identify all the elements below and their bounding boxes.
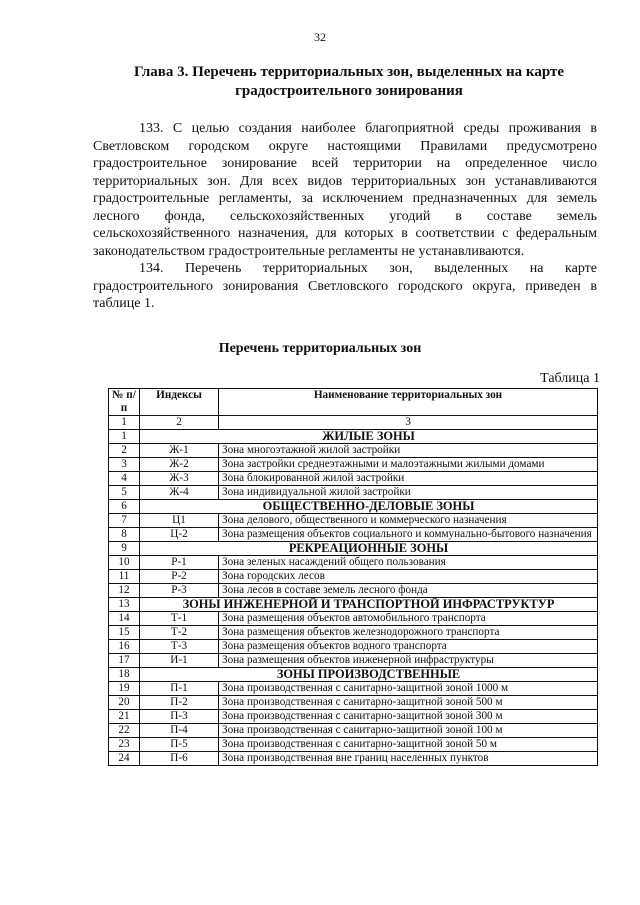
row-number: 6 (109, 500, 140, 514)
zone-name: Зона размещения объектов водного транспорта (219, 640, 598, 654)
table-row (109, 626, 598, 640)
row-number: 24 (109, 752, 140, 766)
section-title: ОБЩЕСТВЕННО-ДЕЛОВЫЕ ЗОНЫ (140, 500, 598, 514)
table-row (109, 458, 598, 472)
column-number-row (109, 416, 598, 430)
zone-index: Р-2 (140, 570, 219, 584)
row-number: 17 (109, 654, 140, 668)
zone-name: Зона производственная с санитарно-защитной зоной 300 м (219, 710, 598, 724)
table-row (109, 514, 598, 528)
table-row (109, 654, 598, 668)
chapter-title: Глава 3. Перечень территориальных зон, выделенных на карте градостроительного зонирования (133, 64, 565, 99)
row-number: 3 (109, 458, 140, 472)
row-number: 13 (109, 598, 140, 612)
row-number: 23 (109, 738, 140, 752)
zone-name: Зона производственная с санитарно-защитной зоной 100 м (219, 724, 598, 738)
paragraph-134: 134. Перечень территориальных зон, выделенных на карте градостроительного зонирования Светловского городского округа, приведен в таблице 1. (93, 261, 597, 311)
header-number: № п/п (109, 389, 140, 416)
section-row (109, 668, 598, 682)
zone-name: Зона городских лесов (219, 570, 598, 584)
zone-index: Р-3 (140, 584, 219, 598)
zone-name: Зона зеленых насаждений общего пользования (219, 556, 598, 570)
zone-index: Ц1 (140, 514, 219, 528)
zone-name: Зона размещения объектов инженерной инфраструктуры (219, 654, 598, 668)
table-header-row (109, 389, 598, 416)
table-row (109, 724, 598, 738)
zone-index: Ж-2 (140, 458, 219, 472)
zone-name: Зона многоэтажной жилой застройки (219, 444, 598, 458)
row-number: 14 (109, 612, 140, 626)
row-number: 15 (109, 626, 140, 640)
section-title: ЗОНЫ ПРОИЗВОДСТВЕННЫЕ (140, 668, 598, 682)
column-number: 1 (109, 416, 140, 430)
zone-name: Зона размещения объектов автомобильного транспорта (219, 612, 598, 626)
zone-name: Зона индивидуальной жилой застройки (219, 486, 598, 500)
zone-name: Зона застройки среднеэтажными и малоэтажными жилыми домами (219, 458, 598, 472)
paragraph-133: 133. С целью создания наиболее благоприятной среды проживания в Светловском городском округе настоящими Правилами предусмотрено градостроительное зонирование всей территории на определенное число территориальных зон. Для всех видов территориальных зон устанавливаются градостроительные регламенты, за исключением предназначенных для земель лесного фонда, сельскохозяйственных угодий в составе земель сельскохозяйственного назначения, для которых в соответствии с федеральным законодательством градостроительные регламенты не устанавливаются. (93, 121, 597, 259)
zone-index: Ж-3 (140, 472, 219, 486)
zone-index: П-5 (140, 738, 219, 752)
table-row (109, 472, 598, 486)
zone-index: П-4 (140, 724, 219, 738)
page-number: 32 (314, 30, 326, 44)
header-index: Индексы (140, 389, 219, 416)
table-row (109, 738, 598, 752)
zone-index: П-1 (140, 682, 219, 696)
section-row (109, 542, 598, 556)
zone-index: Ж-4 (140, 486, 219, 500)
row-number: 22 (109, 724, 140, 738)
zone-name: Зона производственная с санитарно-защитной зоной 1000 м (219, 682, 598, 696)
row-number: 11 (109, 570, 140, 584)
table-caption: Таблица 1 (540, 371, 600, 386)
table-row (109, 528, 598, 542)
zone-index: Т-2 (140, 626, 219, 640)
table-row (109, 570, 598, 584)
row-number: 20 (109, 696, 140, 710)
section-row (109, 598, 598, 612)
row-number: 12 (109, 584, 140, 598)
zones-table (108, 388, 598, 766)
table-title: Перечень территориальных зон (218, 341, 422, 356)
table-row (109, 486, 598, 500)
table-body (109, 416, 598, 766)
row-number: 1 (109, 430, 140, 444)
column-number: 2 (140, 416, 219, 430)
table-row (109, 710, 598, 724)
table-row (109, 612, 598, 626)
section-title: ЗОНЫ ИНЖЕНЕРНОЙ И ТРАНСПОРТНОЙ ИНФРАСТРУКТУР (140, 598, 598, 612)
row-number: 18 (109, 668, 140, 682)
zone-index: Ц-2 (140, 528, 219, 542)
table-row (109, 696, 598, 710)
zone-name: Зона производственная с санитарно-защитной зоной 50 м (219, 738, 598, 752)
zone-name: Зона производственная вне границ населенных пунктов (219, 752, 598, 766)
zone-name: Зона лесов в составе земель лесного фонда (219, 584, 598, 598)
zone-index: Т-3 (140, 640, 219, 654)
row-number: 8 (109, 528, 140, 542)
header-zone-name: Наименование территориальных зон (219, 389, 598, 416)
zone-index: И-1 (140, 654, 219, 668)
table-row (109, 444, 598, 458)
table-row (109, 640, 598, 654)
zone-name: Зона производственная с санитарно-защитной зоной 500 м (219, 696, 598, 710)
section-title: ЖИЛЫЕ ЗОНЫ (140, 430, 598, 444)
table-row (109, 682, 598, 696)
row-number: 19 (109, 682, 140, 696)
row-number: 2 (109, 444, 140, 458)
zone-index: П-2 (140, 696, 219, 710)
row-number: 21 (109, 710, 140, 724)
zone-index: П-6 (140, 752, 219, 766)
zone-index: П-3 (140, 710, 219, 724)
row-number: 16 (109, 640, 140, 654)
section-title: РЕКРЕАЦИОННЫЕ ЗОНЫ (140, 542, 598, 556)
section-row (109, 430, 598, 444)
row-number: 7 (109, 514, 140, 528)
row-number: 4 (109, 472, 140, 486)
section-row (109, 500, 598, 514)
zone-index: Т-1 (140, 612, 219, 626)
zone-name: Зона делового, общественного и коммерческого назначения (219, 514, 598, 528)
zone-name: Зона размещения объектов социального и коммунально-бытового назначения (219, 528, 598, 542)
body-text (93, 120, 597, 313)
zone-index: Ж-1 (140, 444, 219, 458)
table-row (109, 556, 598, 570)
table-row (109, 584, 598, 598)
zone-name: Зона блокированной жилой застройки (219, 472, 598, 486)
zone-name: Зона размещения объектов железнодорожного транспорта (219, 626, 598, 640)
zone-index: Р-1 (140, 556, 219, 570)
row-number: 5 (109, 486, 140, 500)
row-number: 9 (109, 542, 140, 556)
column-number: 3 (219, 416, 598, 430)
table-row (109, 752, 598, 766)
row-number: 10 (109, 556, 140, 570)
